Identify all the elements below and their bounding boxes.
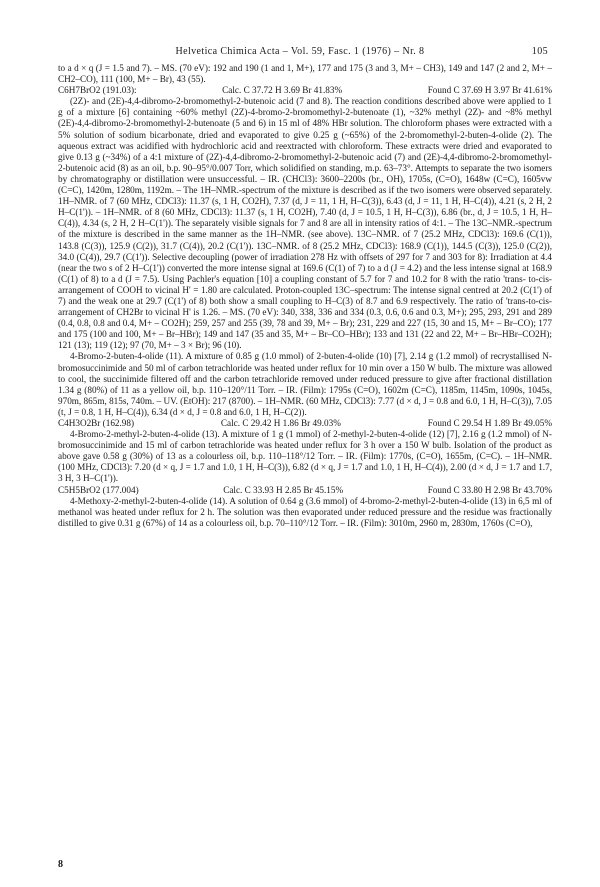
elemental-analysis-2	[58, 418, 552, 429]
paragraph-ms-continuation: to a d × q (J = 1.5 and 7). – MS. (70 eV): 192 and 190 (1 and 1, M+), 177 and 175 (3 and 3, M+ – CH3), 149 and 147 (2 and 2, M+ – CH2–CO), 111 (100, M+ – Br), 43 (55).	[58, 63, 552, 85]
page-number: 105	[531, 46, 548, 57]
analysis-calc: Calc. C 29.42 H 1.86 Br 49.03%	[220, 418, 341, 428]
elemental-analysis-3	[58, 485, 552, 496]
paragraph-compound-11: 4-Bromo-2-buten-4-olide (11). A mixture of 0.85 g (1.0 mmol) of 2-buten-4-olide (10) [7], 2.14 g (1.2 mmol) of recrystallised N-bromosuccinimide and 50 ml of carbon tetrachloride was heated under reflux for 10 min over a 150 W bulb. The mixture was allowed to cool, the succinimide filtered off and the carbon tetrachloride removed under reduced pressure to give after fractional distillation 1.34 g (80%) of 11 as a yellow oil, b.p. 110–120°/11 Torr. – IR. (Film): 1795s (C=O), 1602m (C=C), 1185m, 1145m, 1090s, 1045s, 970m, 865m, 815s, 740m. – UV. (EtOH): 217 (8700). – 1H–NMR. (60 MHz, CDCl3): 7.77 (d × d, J = 0.8 and 6.0, 1 H, H–C(3)), 7.05 (t, J = 0.8, 1 H, H–C(4)), 6.34 (d × d, J = 0.8 and 6.0, 1 H, H–C(2)).	[58, 351, 552, 417]
analysis-formula: C5H5BrO2 (177.004)	[58, 484, 139, 495]
analysis-found: Found C 29.54 H 1.89 Br 49.05%	[427, 418, 552, 428]
elemental-analysis-1	[58, 85, 552, 96]
running-header	[0, 46, 600, 60]
paragraph-compound-14: 4-Methoxy-2-methyl-2-buten-4-olide (14). A solution of 0.64 g (3.6 mmol) of 4-bromo-2-methyl-2-buten-4-olide (13) in 6,5 ml of methanol was heated under reflux for 2 h. The solution was then evaporated under reduced pressure and the residue was fractionally distilled to give 0.31 g (67%) of 14 as a colourless oil, b.p. 70–110°/12 Torr. – IR. (Film): 3010m, 2960 m, 2830m, 1760s (C=O),	[58, 495, 552, 528]
footer-mark: 8	[58, 859, 63, 870]
analysis-formula: C4H3O2Br (162.98)	[58, 418, 135, 428]
article-body	[58, 63, 552, 529]
analysis-found: Found C 33.80 H 2.98 Br 43.70%	[427, 484, 552, 495]
journal-title: Helvetica Chimica Acta – Vol. 59, Fasc. 1 (1976) – Nr. 8	[175, 46, 425, 57]
analysis-found: Found C 37.69 H 3.97 Br 41.61%	[427, 85, 552, 96]
paragraph-compounds-7-8: (2Z)- and (2E)-4,4-dibromo-2-bromomethyl-2-butenoic acid (7 and 8). The reaction conditions described above were applied to 1 g of a mixture [6] containing ~60% methyl (2Z)-4-bromo-2-bromomethyl-2-butenoate (1), ~32% methyl (2Z)- and ~8% methyl (2E)-4,4-dibromo-2-bromomethyl-2-butenoate (5 and 6) in 15 ml of 48% HBr solution. The chloroform phases were extracted with a 5% solution of sodium bicarbonate, dried and evaporated to give 0.25 g (~65%) of the 2-bromomethyl-2-buten-4-olide (2). The aqueous extract was acidified with hydrochloric acid and reextracted with chloroform. These extracts were dried and evaporated to give 0.13 g (~34%) of a 4:1 mixture of (2Z)-4,4-dibromo-2-bromomethyl-2-butenoic acid (7) and (2E)-4,4-dibromo-2-bromomethyl-2-butenoic acid (8) as an oil, b.p. 90–95°/0.007 Torr, which solidified on standing, m.p. 63–73°. Attempts to separate the two isomers by chromatography or distillation were unsuccessful. – IR. (CHCl3): 3600–2200s (br., OH), 1705s, (C=O), 1648w (C=C), 1605vw (C=C), 1420m, 1280m, 1192m. – The 1H–NMR.-spectrum of the mixture is described as if the two isomers were observed separately. 1H–NMR. of 7 (60 MHz, CDCl3): 11.37 (s, 1 H, CO2H), 7.37 (d, J = 11, 1 H, H–C(3)), 6.43 (d, J = 11, 1 H, H–C(4)), 4.21 (s, 2 H, 2 H–C(1')). – 1H–NMR. of 8 (60 MHz, CDCl3): 11.37 (s, 1 H, CO2H), 7.40 (d, J = 10.5, 1 H, H–C(3)), 6.86 (br., d, J = 10.5, 1 H, H–C(4)), 4.34 (s, 2 H, 2 H–C(1')). The separately visible signals for 7 and 8 are all in intensity ratios of 4:1. – The 13C–NMR.-spectrum of the mixture is described in the same manner as the 1H–NMR. (see above). 13C–NMR. of 7 (25.2 MHz, CDCl3): 169.6 (C(1)), 143.8 (C(3)), 125.9 (C(2)), 31.7 (C(4)), 20.2 (C(1')). 13C–NMR. of 8 (25.2 MHz, CDCl3): 168.9 (C(1)), 144.5 (C(3)), 125.0 (C(2)), 34.0 (C(4)), 29.7 (C(1')). Selective decoupling (power of irradiation 278 Hz with offsets of 297 for 7 and 303 for 8): Irradiation at 4.4 (near the two s of 2 H–C(1')) converted the more intense signal at 169.6 (C(1) of 7) to a d (J = 4.2) and the less intense signal at 168.9 (C(1) of 8) to a d (J = 7.5). Using Pachler's equation [10] a coupling constant of 5.7 for 7 and 10.2 for 8 with the ratio 'trans- to-cis-arrangement of COOH to vicinal H' = 1.80 are calculated. Proton-coupled 13C–spectrum: The intense signal centred at 20.2 (C(1') of 7) and the weak one at 29.7 (C(1') of 8) both show a small coupling to H–C(3) of 8.7 and 6.9 respectively. The ratio of 'trans-to-cis-arrangement of CH2Br to vicinal H' is 1.26. – MS. (70 eV): 340, 338, 336 and 334 (0.3, 0.6, 0.6 and 0.3, M+); 295, 293, 291 and 289 (0.4, 0.8, 0.8 and 0.4, M+ – CO2H); 259, 257 and 255 (39, 78 and 39, M+ – Br); 231, 229 and 227 (15, 30 and 15, M+ – Br–CO); 177 and 175 (100 and 100, M+ – Br–HBr); 149 and 147 (35 and 35, M+ – Br–CO–HBr); 133 and 131 (22 and 22, M+ – Br–HBr–CO2H); 121 (13); 119 (12); 97 (70, M+ – 3 × Br); 96 (10).	[58, 96, 552, 351]
paragraph-compound-13: 4-Bromo-2-methyl-2-buten-4-olide (13). A mixture of 1 g (1 mmol) of 2-methyl-2-buten-4-olide (12) [7], 2.16 g (1.2 mmol) of N-bromosuccinimide and 15 ml of carbon tetrachloride was heated under reflux for 3 h over a 150 W bulb. Isolation of the product as above gave 0.58 g (30%) of 13 as a colourless oil, b.p. 110–118°/12 Torr. – IR. (Film): 1770s, (C=O), 1655m, (C=C). – 1H–NMR. (100 MHz, CDCl3): 7.20 (d × q, J = 1.7 and 1.0, 1 H, H–C(3)), 6.82 (d × q, J = 1.7 and 1.0, 1 H, H–C(4)), 2.00 (d × d, J = 1.7 and 1.7, 3 H, 3 H–C(1')).	[58, 429, 552, 484]
analysis-calc: Calc. C 37.72 H 3.69 Br 41.83%	[222, 85, 343, 96]
analysis-formula: C6H7BrO2 (191.03):	[58, 85, 137, 96]
analysis-calc: Calc. C 33.93 H 2.85 Br 45.15%	[223, 484, 344, 495]
